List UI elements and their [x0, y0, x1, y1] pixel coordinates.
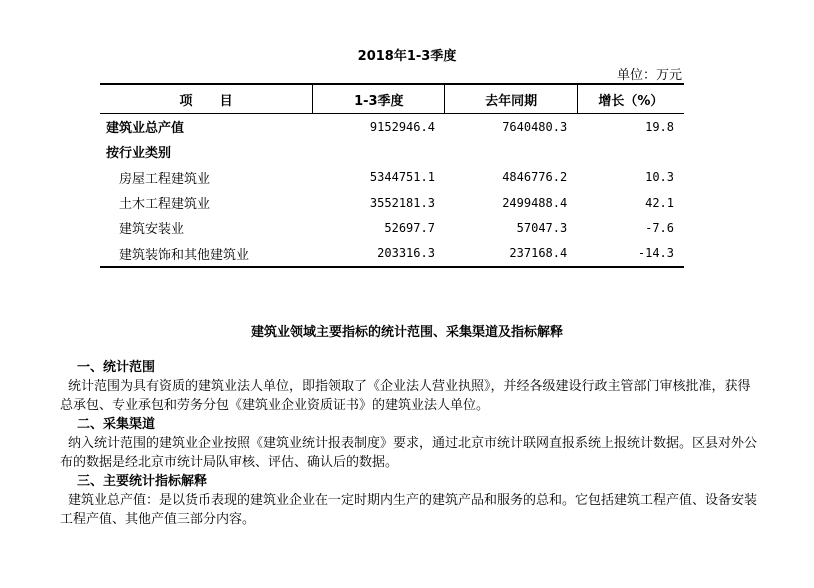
paragraph-scope: 统计范围为具有资质的建筑业法人单位，即指领取了《企业法人营业执照》，并经各级建设行政主管部门审核批准，获得总承包、专业承包和劳务分包《建筑业企业资质证书》的建筑业法人单位。 — [60, 379, 751, 413]
cell-q: 203316.3 — [313, 240, 445, 266]
table-row — [100, 215, 684, 240]
table-row — [100, 139, 684, 164]
cell-growth: 42.1 — [645, 195, 674, 210]
row-label: 建筑业总产值 — [106, 121, 185, 137]
notes-section — [60, 358, 760, 529]
table-row — [100, 165, 684, 190]
cell-q: 3552181.3 — [369, 195, 435, 210]
cell-prev — [445, 139, 577, 164]
unit-label: 单位：万元 — [616, 68, 682, 83]
row-label: 房屋工程建筑业 — [119, 171, 211, 187]
cell-prev: 57047.3 — [516, 220, 568, 235]
row-label: 建筑装饰和其他建筑业 — [100, 240, 313, 266]
cell-q — [313, 139, 445, 164]
header-prev-year: 去年同期 — [445, 84, 577, 114]
section-title: 建筑业领域主要指标的统计范围、采集渠道及指标解释 — [250, 325, 563, 340]
cell-q: 52697.7 — [384, 220, 435, 235]
table-row — [100, 190, 684, 215]
heading-scope: 一、统计范围 — [77, 360, 156, 375]
cell-growth: -14.3 — [577, 240, 684, 266]
cell-prev: 2499488.4 — [502, 195, 568, 210]
cell-prev: 7640480.3 — [502, 119, 568, 134]
table-header-row — [100, 84, 684, 114]
cell-growth: -7.6 — [645, 220, 674, 235]
cell-prev: 237168.4 — [445, 240, 577, 266]
cell-growth — [577, 139, 684, 164]
heading-channel: 二、采集渠道 — [77, 417, 156, 432]
cell-q: 9152946.4 — [369, 119, 435, 134]
row-label: 土木工程建筑业 — [119, 197, 211, 213]
table-title: 2018年1-3季度 — [357, 49, 457, 64]
cell-prev: 4846776.2 — [502, 170, 568, 185]
row-label: 建筑安装业 — [119, 222, 185, 238]
data-table — [100, 83, 684, 268]
cell-q: 5344751.1 — [369, 170, 435, 185]
header-growth: 增长（%） — [577, 84, 684, 114]
table-row — [100, 114, 684, 140]
paragraph-indicators: 建筑业总产值：是以货币表现的建筑业企业在一定时期内生产的建筑产品和服务的总和。它包括建筑工程产值、设备安装工程产值、其他产值三部分内容。 — [60, 493, 758, 527]
cell-growth: 19.8 — [645, 119, 674, 134]
row-label: 按行业类别 — [106, 146, 172, 162]
paragraph-channel: 纳入统计范围的建筑业企业按照《建筑业统计报表制度》要求，通过北京市统计联网直报系统上报统计数据。区县对外公布的数据是经北京市统计局队审核、评估、确认后的数据。 — [60, 436, 758, 470]
heading-indicators: 三、主要统计指标解释 — [77, 474, 208, 489]
table-row — [100, 240, 684, 266]
header-q1-3: 1-3季度 — [313, 84, 445, 114]
header-item: 项 目 — [100, 84, 313, 114]
cell-growth: 10.3 — [645, 170, 674, 185]
